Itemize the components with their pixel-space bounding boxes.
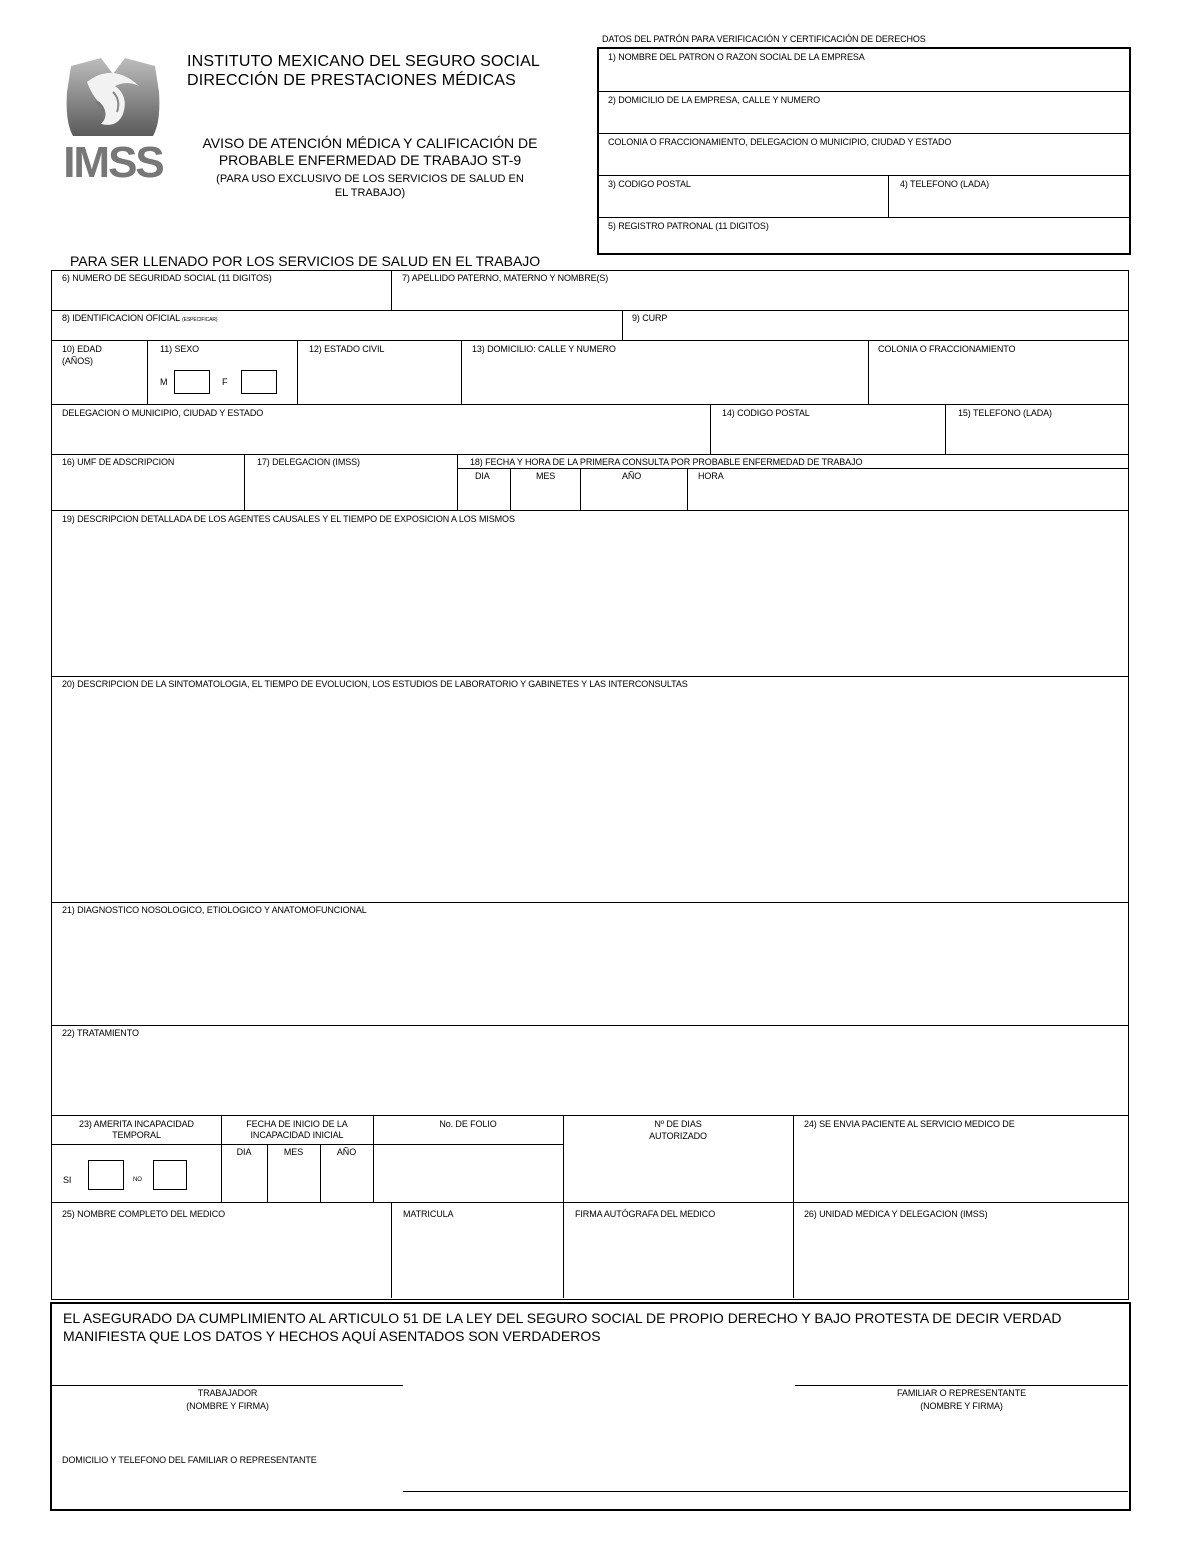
causal-agents-field[interactable]: 19) DESCRIPCION DETALLADA DE LOS AGENTES CAUSALES Y EL TIEMPO DE EXPOSICION A LOS MISMOS xyxy=(62,514,515,524)
incapacity-no-label: NO xyxy=(133,1177,142,1183)
official-id-note: (ESPECIFICAR) xyxy=(182,317,218,323)
worker-signature-sublabel: (NOMBRE Y FIRMA) xyxy=(186,1401,269,1411)
employer-registry-field[interactable]: 5) REGISTRO PATRONAL (11 DIGITOS) xyxy=(608,221,769,231)
sex-f-label: F xyxy=(222,377,228,387)
worker-section-title: PARA SER LLENADO POR LOS SERVICIOS DE SALUD EN EL TRABAJO xyxy=(70,253,541,269)
consult-month-field[interactable]: MES xyxy=(536,471,556,481)
full-name-field[interactable]: 7) APELLIDO PATERNO, MATERNO Y NOMBRE(S) xyxy=(402,273,609,283)
social-security-number-field[interactable]: 6) NUMERO DE SEGURIDAD SOCIAL (11 DIGITOS) xyxy=(62,273,272,283)
form-title-line-2: PROBABLE ENFERMEDAD DE TRABAJO ST-9 xyxy=(218,152,522,168)
age-unit-label: (AÑOS) xyxy=(62,356,93,366)
worker-colonia-field[interactable]: COLONIA O FRACCIONAMIENTO xyxy=(878,344,1016,354)
employer-section-title: DATOS DEL PATRÓN PARA VERIFICACIÓN Y CERTIFICACIÓN DE DERECHOS xyxy=(602,34,926,44)
consult-day-field[interactable]: DIA xyxy=(475,471,490,481)
family-signature-label: FAMILIAR O REPRESENTANTE xyxy=(897,1388,1026,1398)
direction-name: DIRECCIÓN DE PRESTACIONES MÉDICAS xyxy=(187,72,517,89)
incapacity-start-label-2: INCAPACIDAD INICIAL xyxy=(250,1130,344,1140)
representative-address-label: DOMICILIO Y TELEFONO DEL FAMILIAR O REPRESENTANTE xyxy=(62,1455,317,1465)
declaration-text-line-1: EL ASEGURADO DA CUMPLIMIENTO AL ARTICULO 51 DE LA LEY DEL SEGURO SOCIAL DE PROPIO DERECHO Y BAJO PROTESTA DE DECIR VERDAD xyxy=(63,1310,1062,1326)
symptoms-field[interactable]: 20) DESCRIPCION DE LA SINTOMATOLOGIA, EL TIEMPO DE EVOLUCION, LOS ESTUDIOS DE LABORATORIO Y GABINETES Y LAS INTERCONSULTAS xyxy=(62,679,688,689)
authorized-days-label-1: Nº DE DIAS xyxy=(654,1119,702,1129)
declaration-text-line-2: MANIFIESTA QUE LOS DATOS Y HECHOS AQUÍ ASENTADOS SON VERDADEROS xyxy=(63,1328,601,1344)
referral-service-field[interactable]: 24) SE ENVIA PACIENTE AL SERVICIO MEDICO DE xyxy=(804,1119,1015,1129)
family-signature-sublabel: (NOMBRE Y FIRMA) xyxy=(920,1401,1003,1411)
first-consult-date-label: 18) FECHA Y HORA DE LA PRIMERA CONSULTA POR PROBABLE ENFERMEDAD DE TRABAJO xyxy=(470,457,863,467)
representative-address-line[interactable] xyxy=(403,1491,1128,1492)
sex-m-label: M xyxy=(160,377,168,387)
worker-delegation-field[interactable]: DELEGACION O MUNICIPIO, CIUDAD Y ESTADO xyxy=(62,408,264,418)
incapacity-year-field[interactable]: AÑO xyxy=(336,1147,357,1157)
incapacity-label-1: 23) AMERITA INCAPACIDAD xyxy=(79,1119,194,1129)
consult-year-field[interactable]: AÑO xyxy=(622,471,642,481)
employer-colonia-field[interactable]: COLONIA O FRACCIONAMIENTO, DELEGACION O MUNICIPIO, CIUDAD Y ESTADO xyxy=(608,137,952,147)
main-form-frame xyxy=(51,270,1129,1300)
doctor-name-field[interactable]: 25) NOMBRE COMPLETO DEL MEDICO xyxy=(62,1209,226,1219)
incapacity-start-label-1: FECHA DE INICIO DE LA xyxy=(246,1119,348,1129)
worker-address-field[interactable]: 13) DOMICILIO: CALLE Y NUMERO xyxy=(472,344,616,354)
umf-field[interactable]: 16) UMF DE ADSCRIPCION xyxy=(62,457,175,467)
consult-hour-field[interactable]: HORA xyxy=(698,471,724,481)
incapacity-month-field[interactable]: MES xyxy=(283,1147,304,1157)
incapacity-day-field[interactable]: DIA xyxy=(236,1147,252,1157)
institution-name: INSTITUTO MEXICANO DEL SEGURO SOCIAL xyxy=(187,53,541,70)
folio-field[interactable]: No. DE FOLIO xyxy=(439,1119,497,1129)
incapacity-si-checkbox[interactable] xyxy=(88,1160,124,1190)
family-signature-line[interactable] xyxy=(795,1385,1128,1386)
authorized-days-label-2: AUTORIZADO xyxy=(649,1131,707,1141)
imss-logo xyxy=(57,52,169,187)
worker-signature-line[interactable] xyxy=(52,1385,403,1386)
employer-postal-code-field[interactable]: 3) CODIGO POSTAL xyxy=(608,179,691,189)
medical-unit-field[interactable]: 26) UNIDAD MEDICA Y DELEGACION (IMSS) xyxy=(804,1209,988,1219)
curp-field[interactable]: 9) CURP xyxy=(632,313,668,323)
employer-phone-field[interactable]: 4) TELEFONO (LADA) xyxy=(900,179,990,189)
doctor-signature-field[interactable]: FIRMA AUTÓGRAFA DEL MEDICO xyxy=(575,1209,716,1219)
sex-label: 11) SEXO xyxy=(160,344,200,354)
worker-phone-field[interactable]: 15) TELEFONO (LADA) xyxy=(958,408,1052,418)
incapacity-si-label: SI xyxy=(63,1175,72,1185)
sex-m-checkbox[interactable] xyxy=(174,370,210,394)
civil-status-field[interactable]: 12) ESTADO CIVIL xyxy=(309,344,385,354)
official-id-label: 8) IDENTIFICACION OFICIAL xyxy=(62,313,180,323)
incapacity-label-2: TEMPORAL xyxy=(112,1130,161,1140)
logo-text: IMSS xyxy=(63,138,163,187)
incapacity-no-checkbox[interactable] xyxy=(153,1160,187,1190)
treatment-field[interactable]: 22) TRATAMIENTO xyxy=(62,1028,139,1038)
form-note-line-1: (PARA USO EXCLUSIVO DE LOS SERVICIOS DE SALUD EN xyxy=(216,173,524,185)
employer-name-field[interactable]: 1) NOMBRE DEL PATRON O RAZON SOCIAL DE LA EMPRESA xyxy=(608,52,865,62)
worker-signature-label: TRABAJADOR xyxy=(197,1388,258,1398)
sex-f-checkbox[interactable] xyxy=(241,370,277,394)
form-title-line-1: AVISO DE ATENCIÓN MÉDICA Y CALIFICACIÓN DE xyxy=(202,135,538,151)
diagnosis-field[interactable]: 21) DIAGNOSTICO NOSOLOGICO, ETIOLOGICO Y ANATOMOFUNCIONAL xyxy=(62,905,367,915)
worker-postal-code-field[interactable]: 14) CODIGO POSTAL xyxy=(722,408,810,418)
employer-address-field[interactable]: 2) DOMICILIO DE LA EMPRESA, CALLE Y NUMERO xyxy=(608,95,821,105)
age-label: 10) EDAD xyxy=(62,344,102,354)
form-note-line-2: EL TRABAJO) xyxy=(334,187,406,199)
doctor-id-field[interactable]: MATRICULA xyxy=(403,1209,454,1219)
imss-delegation-field[interactable]: 17) DELEGACION (IMSS) xyxy=(257,457,360,467)
official-id-field[interactable] xyxy=(62,313,217,326)
